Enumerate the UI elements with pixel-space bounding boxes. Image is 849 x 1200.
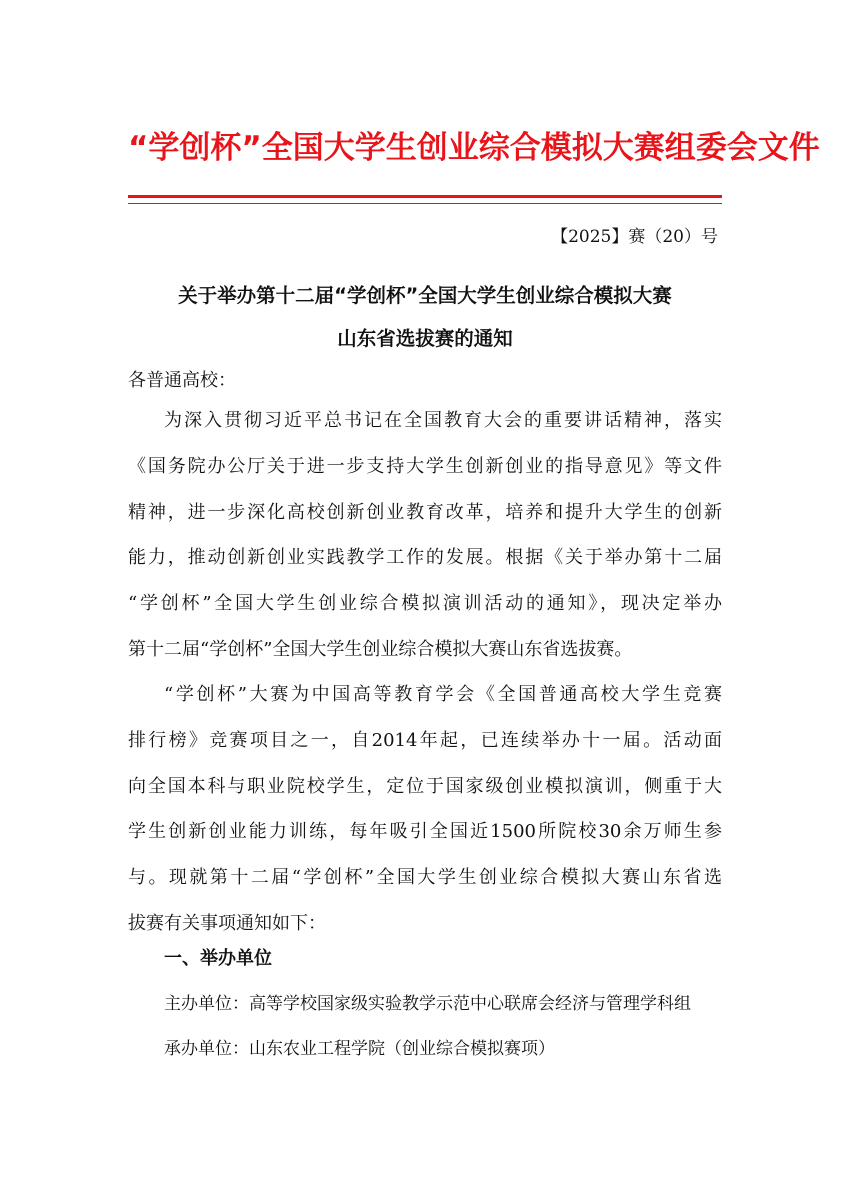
paragraph-2-line: 与。现就第十二届“学创杯”全国大学生创业综合模拟大赛山东省选 (128, 867, 722, 889)
salutation: 各普通高校： (128, 370, 236, 391)
header-rule-thin (128, 203, 722, 204)
notice-title-line-1: 关于举办第十二届“学创杯”全国大学生创业综合模拟大赛 (178, 284, 672, 307)
paragraph-1 (128, 406, 722, 681)
paragraph-2-line: 排行榜》竞赛项目之一，自2014年起，已连续举办十一届。活动面 (128, 729, 722, 751)
host-unit-line: 主办单位：高等学校国家级实验教学示范中心联席会经济与管理学科组 (164, 994, 691, 1014)
header-rule-thick (128, 195, 722, 198)
paragraph-1-line: 为深入贯彻习近平总书记在全国教育大会的重要讲话精神，落实 (164, 410, 722, 431)
paragraph-1-line: 精神，进一步深化高校创新创业教育改革，培养和提升大学生的创新 (128, 501, 722, 523)
organizer-unit-line: 承办单位：山东农业工程学院（创业综合模拟赛项） (164, 1039, 555, 1059)
section-heading-organizers: 一、举办单位 (164, 948, 272, 969)
paragraph-1-line: 第十二届“学创杯”全国大学生创业综合模拟大赛山东省选拔赛。 (128, 638, 633, 660)
document-number: 【2025】赛（20）号 (551, 227, 718, 247)
paragraph-2-line: 向全国本科与职业院校学生，定位于国家级创业模拟演训，侧重于大 (128, 775, 722, 797)
paragraph-2-line: 拔赛有关事项通知如下： (128, 912, 326, 934)
paragraph-2-line: “学创杯”大赛为中国高等教育学会《全国普通高校大学生竞赛 (164, 684, 722, 705)
document-header-title: “学创杯”全国大学生创业综合模拟大赛组委会文件 (128, 130, 820, 166)
paragraph-2-line: 学生创新创业能力训练，每年吸引全国近1500所院校30余万师生参 (128, 821, 722, 843)
paragraph-1-line: “学创杯”全国大学生创业综合模拟演训活动的通知》，现决定举办 (128, 593, 722, 615)
paragraph-1-line: 《国务院办公厅关于进一步支持大学生创新创业的指导意见》等文件 (128, 455, 722, 477)
paragraph-1-line: 能力，推动创新创业实践教学工作的发展。根据《关于举办第十二届 (128, 547, 722, 569)
paragraph-2 (128, 680, 722, 955)
notice-title-line-2: 山东省选拔赛的通知 (337, 327, 513, 350)
